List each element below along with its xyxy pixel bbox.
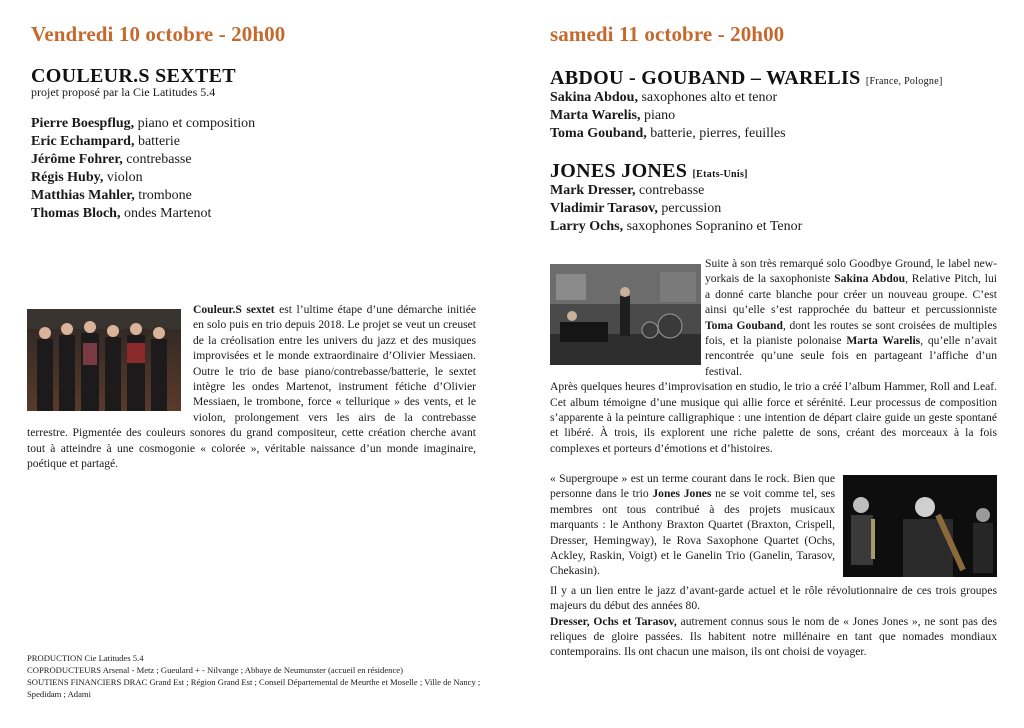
right-members-1 (550, 89, 870, 143)
left-subtitle: projet proposé par la Cie Latitudes 5.4 (31, 85, 216, 99)
member-line: Jérôme Fohrer, contrebasse (31, 152, 192, 167)
right-members-2 (550, 182, 870, 236)
right-title-1: ABDOU - GOUBAND – WARELIS [France, Pologne] (550, 67, 943, 89)
member-line: Matthias Mahler, trombone (31, 188, 192, 203)
right-date: samedi 11 octobre - 20h00 (550, 22, 785, 46)
credits (27, 652, 497, 700)
member-line: Régis Huby, violon (31, 170, 143, 185)
member-line: Marta Warelis, piano (550, 108, 676, 123)
member-line: Larry Ochs, saxophones Sopranino et Tenor (550, 219, 803, 234)
credit-line: COPRODUCTEURS Arsenal - Metz ; Gueulard + - Nilvange ; Abbaye de Neumunster (accueil en résidence) (27, 665, 403, 675)
jones-jones-description: « Supergroupe » est un terme courant dans le rock. Bien que personne dans le trio Jones Jones ne se voit comme tel, ses membres ont tous contribué à des projets musicaux marquants : le Anthony Braxton Quartet (Braxton, Crispell, Dresser, Hemingway), le Rova Saxophone Quartet (Ochs, Ackley, Raskin, Voigt) et le Ganelin Trio (Ganelin, Tarasov, Chekasin). Il y a un lien entre le jazz d’avant-garde actuel et le rôle révolutionnaire de ces trois groupes majeurs du début des années 80. Dresser, Ochs et Tarasov, autrement connus sous le nom de « Jones Jones », ne sont pas des reliques de gloire passées. Ils habitent notre millénaire en tant que nomades mondiaux contemporains. Ils ont chacun une maison, ils ont choisi de voyager. (550, 472, 997, 659)
member-line: Eric Echampard, batterie (31, 134, 180, 149)
left-title: COULEUR.S SEXTET (31, 65, 236, 87)
credit-line: SOUTIENS FINANCIERS DRAC Grand Est ; Région Grand Est ; Conseil Départemental de Meurthe et Moselle ; Ville de Nancy ; Spedidam ; Adami (27, 677, 481, 699)
member-line: Pierre Boespflug, piano et composition (31, 116, 256, 131)
left-members (31, 115, 331, 223)
member-line: Mark Dresser, contrebasse (550, 183, 705, 198)
right-title-2: JONES JONES [Etats-Unis] (550, 160, 748, 182)
member-line: Sakina Abdou, saxophones alto et tenor (550, 90, 778, 105)
sextet-description: Couleur.S sextet est l’ultime étape d’une démarche initiée en solo puis en trio depuis 2018. Le projet se veut un creuset de la créolisation entre les univers du jazz et des musiques improvisées et le monde extraordinaire d’Olivier Messiaen. Outre le trio de base piano/contrebasse/batterie, le sextet intègre les ondes Martenot, instrument fétiche d’Olivier Messiaen, le trombone, force « tellurique » des vents, et le violon, prolongement vers les airs de la contrebasse terrestre. Pigmentée des couleurs sonores du grand compositeur, cette création cherche avant tout à atteindre à une cosmogonie « colorée », véritable naissance d’un monde imaginaire, poétique et partagé. (27, 303, 476, 471)
credit-line: PRODUCTION Cie Latitudes 5.4 (27, 653, 144, 663)
trio-description: Suite à son très remarqué solo Goodbye Ground, le label new-yorkais de la saxophoniste Sakina Abdou, Relative Pitch, lui a donné carte blanche pour créer un nouveau groupe. C’est ainsi qu’elle s’est rapprochée du batteur et percussionniste Toma Gouband, dont les routes se sont croisées de multiples fois, et la pianiste polonaise Marta Warelis, qu’elle n’avait rencontrée qu’une seule fois en partageant l’affiche d’un festival. Après quelques heures d’improvisation en studio, le trio a créé l’album Hammer, Roll and Leaf. Cet album témoigne d’une musique qui allie force et sérénité. Leur processus de composition s’apparente à la peinture calligraphique : une intention de départ claire guide un geste spontané et libéré. À trois, ils explorent une riche palette de sons, créant des morceaux à la fois complexes et porteurs d’émotions et d’histoires. (550, 257, 997, 455)
member-line: Thomas Bloch, ondes Martenot (31, 206, 212, 221)
left-date: Vendredi 10 octobre - 20h00 (31, 22, 286, 46)
member-line: Toma Gouband, batterie, pierres, feuilles (550, 126, 786, 141)
member-line: Vladimir Tarasov, percussion (550, 201, 722, 216)
